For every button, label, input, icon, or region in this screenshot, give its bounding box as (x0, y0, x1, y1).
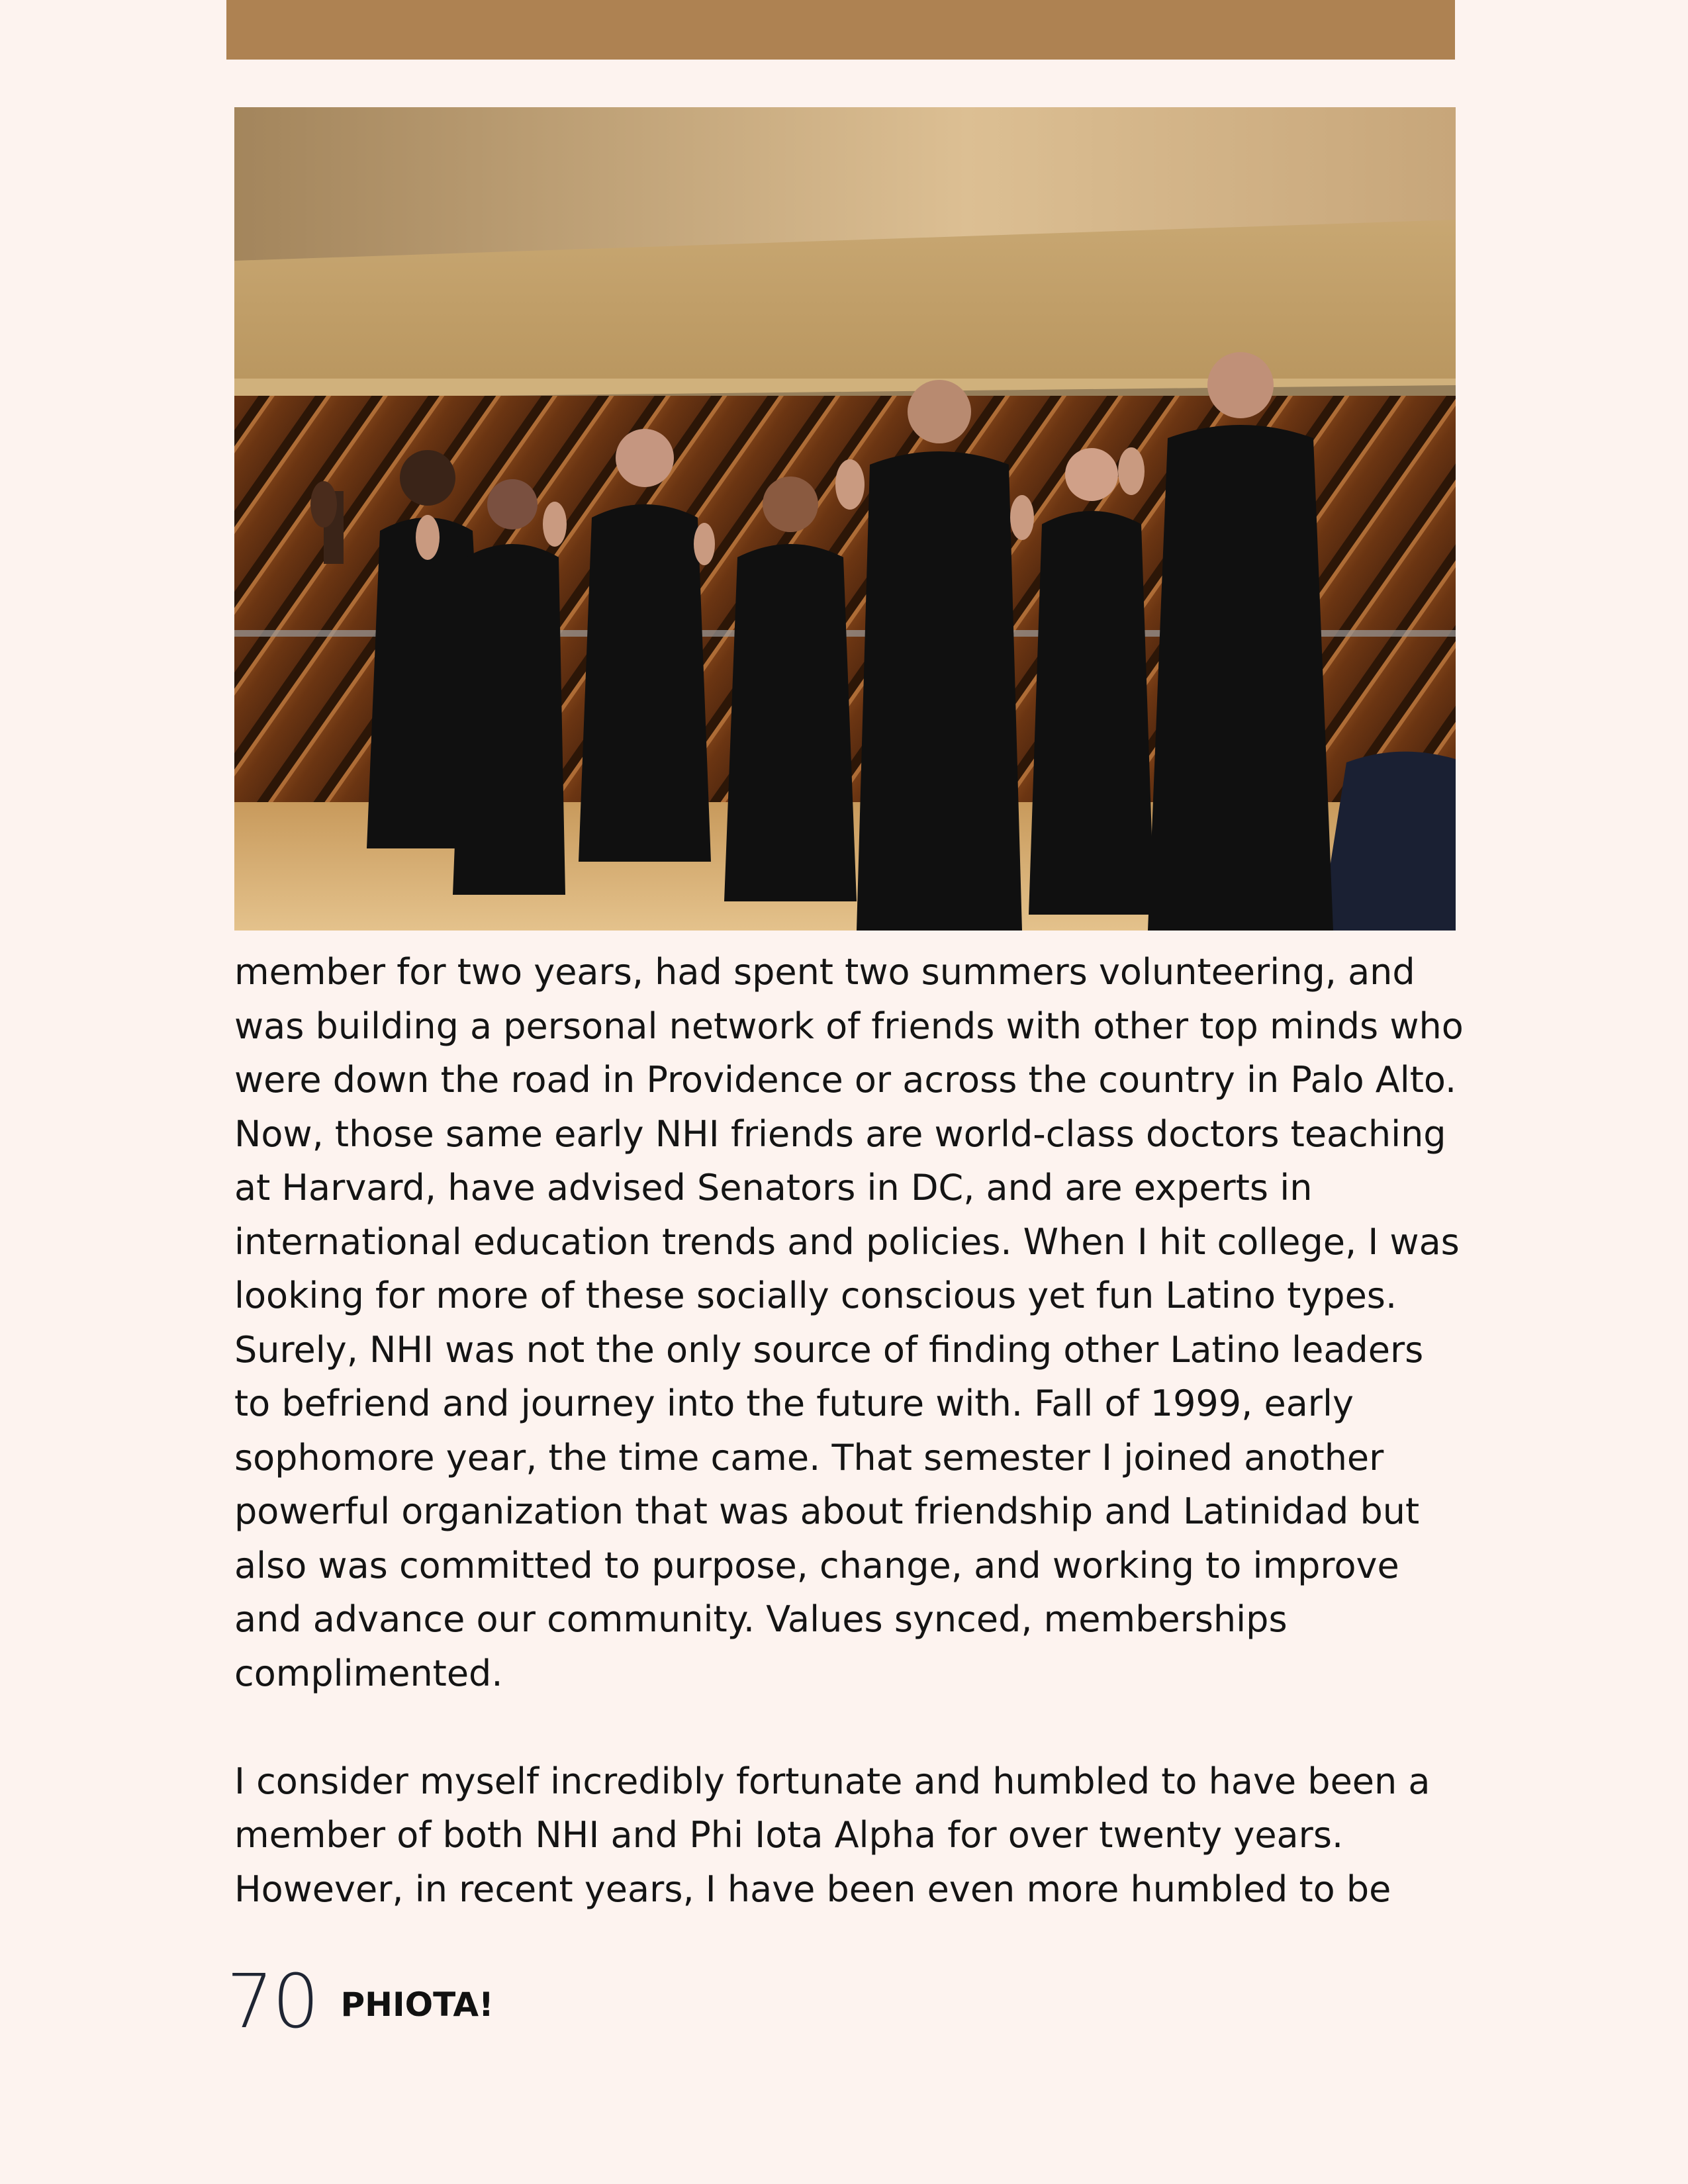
paragraph-gap (234, 1700, 1466, 1754)
ceremony-photo (234, 107, 1456, 931)
magazine-name: PHIOTA! (340, 1985, 494, 2024)
article-paragraph-2: I consider myself incredibly fortunate and humbled to have been a member of both NHI and Phi Iota Alpha for over twenty years. However, in recent years, I have been even more humbled to be (234, 1760, 1430, 1910)
top-decorative-bar (226, 0, 1455, 60)
page-footer (226, 1956, 494, 2048)
article-paragraph-1: member for two years, had spent two summers volunteering, and was building a personal network of friends with other top minds who were down the road in Providence or across the country in Palo Alto. Now, those same early NHI friends are world-class doctors teaching at Harvard, have advised Senators in DC, and are experts in international education trends and policies. When I hit college, I was looking for more of these socially conscious yet fun Latino types. Surely, NHI was not the only source of finding other Latino leaders to befriend and journey into the future with. Fall of 1999, early sophomore year, the time came. That semester I joined another powerful organization that was about friendship and Latinidad but also was committed to purpose, change, and working to improve and advance our community. Values synced, memberships complimented. (234, 951, 1464, 1694)
article-body (234, 945, 1466, 1916)
page-number: 70 (226, 1959, 318, 2045)
